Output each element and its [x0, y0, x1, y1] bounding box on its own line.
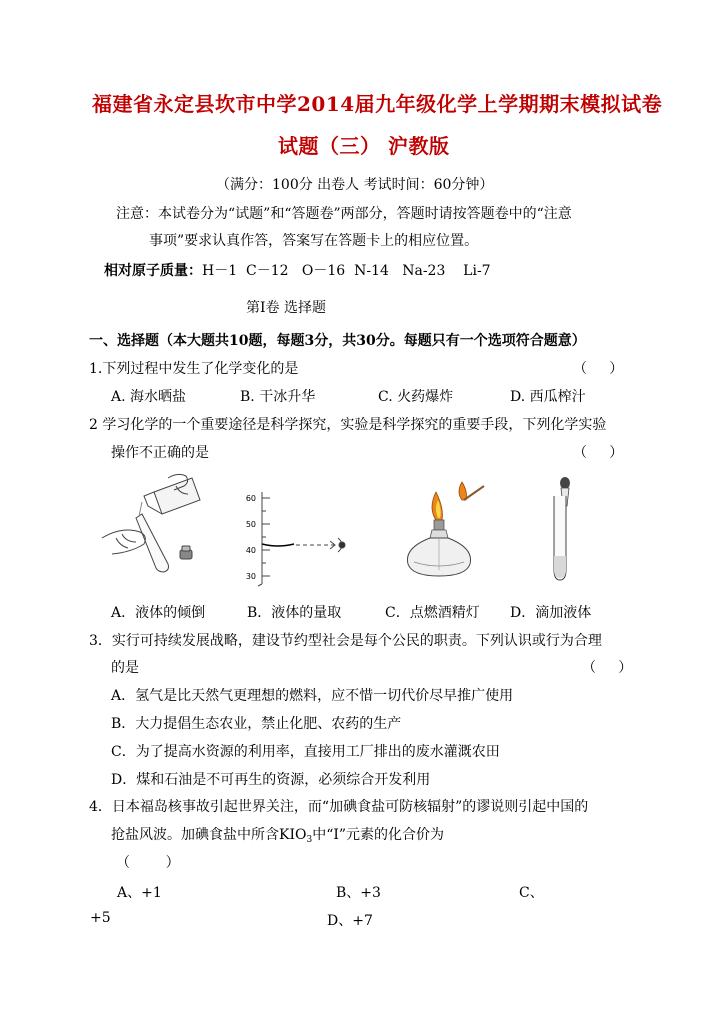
q3-stem-line-1: 3．实行可持续发展战略，建设节约型社会是每个公民的职责。下列认识或行为合理 — [89, 633, 602, 649]
cylinder-tick-label-4: 30 — [245, 572, 256, 581]
q4-option-c-value: +5 — [90, 910, 111, 926]
q4-answer-bracket: （ ） — [116, 855, 180, 871]
dropper-test-tube-illustration — [538, 476, 588, 584]
notice-line-1: 注意：本试卷分为“试题”和“答题卷”两部分，答题时请按答题卷中的“注意 — [116, 206, 572, 222]
section-header: 一、选择题（本大题共10题，每题3分，共30分。每题只有一个选项符合题意） — [89, 333, 586, 349]
atomic-mass-row — [104, 260, 491, 280]
cylinder-tick-label-1: 60 — [245, 494, 256, 503]
q3-answer-bracket: （ ） — [582, 660, 633, 676]
q4-option-c: C、 — [519, 885, 544, 901]
q2-option-b: B．液体的量取 — [247, 605, 342, 621]
q1-answer-bracket: （ ） — [573, 361, 624, 377]
graduated-cylinder-illustration — [238, 486, 362, 590]
q2-stem-line-1: 2 学习化学的一个重要途径是科学探究，实验是科学探究的重要手段，下列化学实验 — [89, 417, 607, 433]
q4-option-b: B、+3 — [336, 885, 381, 901]
cylinder-tick-label-3: 40 — [245, 546, 256, 555]
notice-line-2: 事项”要求认真作答，答案写在答题卡上的相应位置。 — [149, 233, 479, 249]
alcohol-lamp-illustration — [398, 478, 498, 582]
atomic-mass-values: H－1 C－12 O－16 N-14 Na-23 Li-7 — [202, 263, 491, 279]
q4-stem-line-1: 4．日本福岛核事故引起世界关注，而“加碘食盐可防核辐射”的谬说则引起中国的 — [89, 799, 589, 815]
cylinder-tick-label-2: 50 — [245, 520, 256, 529]
q3-option-c: C．为了提高水资源的利用率，直接用工厂排出的废水灌溉农田 — [111, 744, 500, 760]
q2-stem-line-2: 操作不正确的是 — [111, 445, 209, 461]
q2-option-c: C．点燃酒精灯 — [385, 605, 480, 621]
q2-option-a: A．液体的倾倒 — [111, 605, 206, 621]
q1-option-a: A. 海水晒盐 — [111, 389, 187, 405]
q2-answer-bracket: （ ） — [573, 445, 624, 461]
q4-option-a: A、+1 — [117, 885, 162, 901]
q1-option-d: D. 西瓜榨汁 — [510, 389, 586, 405]
q4-stem-pre: 抢盐风波。加碘食盐中所含KIO — [111, 827, 307, 843]
q4-formula-subscript: 3 — [306, 835, 313, 845]
q4-stem-line-2 — [111, 824, 444, 845]
q3-stem-line-2: 的是 — [111, 660, 139, 676]
q4-option-d: D、+7 — [327, 913, 373, 929]
volume-title: 第Ⅰ卷 选择题 — [246, 300, 326, 316]
q1-option-c: C. 火药爆炸 — [378, 389, 454, 405]
pouring-liquid-illustration — [92, 472, 222, 584]
q1-option-b: B. 干冰升华 — [240, 389, 316, 405]
title-line-2: 试题（三） 沪教版 — [278, 134, 450, 158]
exam-meta: （满分：100分 出卷人 考试时间：60分钟） — [216, 177, 494, 193]
q4-stem-post: 中“I”元素的化合价为 — [312, 827, 445, 843]
atomic-mass-label: 相对原子质量： — [104, 263, 202, 279]
q1-stem: 1.下列过程中发生了化学变化的是 — [89, 361, 299, 377]
q3-option-d: D．煤和石油是不可再生的资源，必须综合开发利用 — [111, 772, 431, 788]
title-line-1: 福建省永定县坎市中学2014届九年级化学上学期期末模拟试卷 — [92, 92, 663, 116]
q3-option-b: B．大力提倡生态农业，禁止化肥、农药的生产 — [111, 716, 402, 732]
q3-option-a: A．氢气是比天然气更理想的燃料，应不惜一切代价尽早推广使用 — [111, 688, 514, 704]
q2-option-d: D．滴加液体 — [510, 605, 592, 621]
